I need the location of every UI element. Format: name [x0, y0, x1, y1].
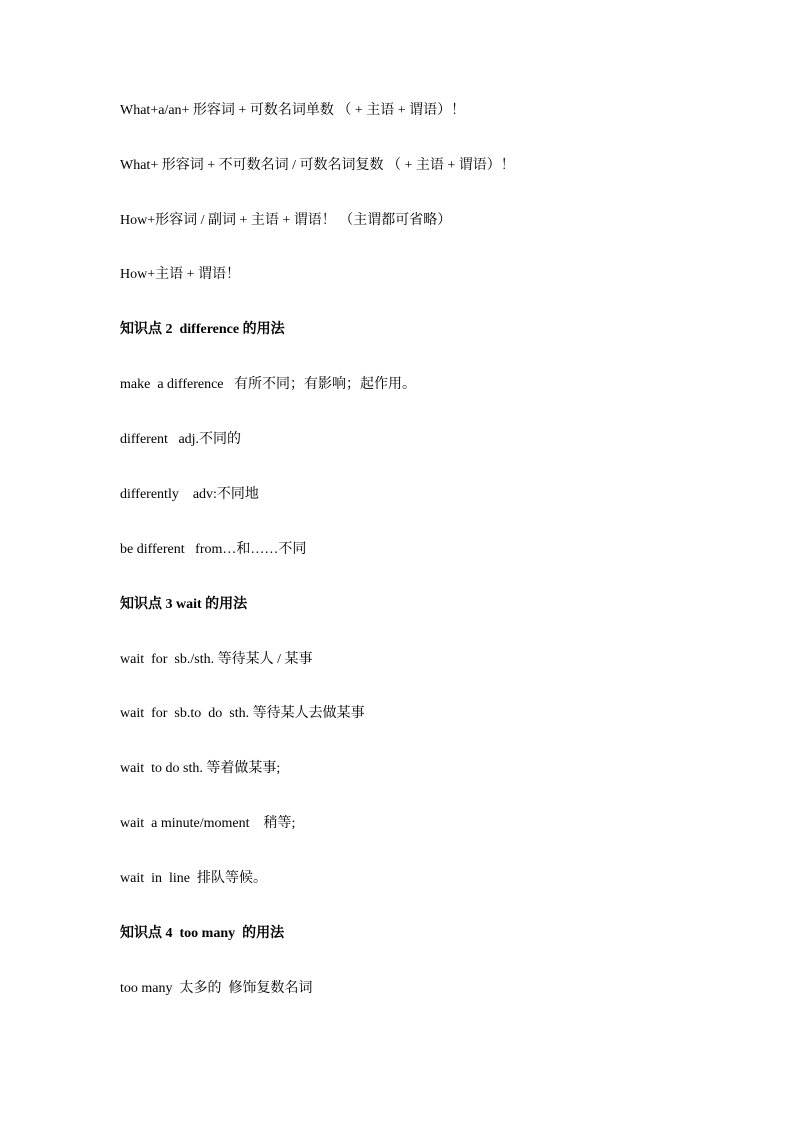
usage-make-a-difference: make a difference 有所不同；有影响；起作用。: [120, 377, 417, 392]
exclamation-pattern-what-singular: What+a/an+ 形容词 + 可数名词单数 （ + 主语 + 谓语）！: [120, 103, 466, 118]
section-heading-too-many: 知识点 4 too many 的用法: [120, 926, 285, 941]
exclamation-pattern-what-plural: What+ 形容词 + 不可数名词 / 可数名词复数 （ + 主语 + 谓语）！: [120, 158, 515, 173]
usage-wait-to-do: wait to do sth. 等着做某事;: [120, 761, 281, 776]
usage-wait-in-line: wait in line 排队等候。: [120, 871, 267, 886]
section-heading-difference: 知识点 2 difference 的用法: [120, 322, 285, 337]
usage-wait-for: wait for sb./sth. 等待某人 / 某事: [120, 652, 313, 667]
usage-different: different adj.不同的: [120, 432, 242, 447]
usage-be-different-from: be different from…和……不同: [120, 542, 307, 557]
usage-wait-for-sb-to-do: wait for sb.to do sth. 等待某人去做某事: [120, 706, 365, 721]
exclamation-pattern-how-adj: How+形容词 / 副词 + 主语 + 谓语！ （主谓都可省略）: [120, 213, 452, 228]
usage-too-many: too many 太多的 修饰复数名词: [120, 981, 313, 996]
exclamation-pattern-how-subject: How+主语 + 谓语！: [120, 267, 241, 282]
usage-differently: differently adv:不同地: [120, 487, 259, 502]
usage-wait-a-minute: wait a minute/moment 稍等;: [120, 816, 296, 831]
section-heading-wait: 知识点 3 wait 的用法: [120, 597, 248, 612]
